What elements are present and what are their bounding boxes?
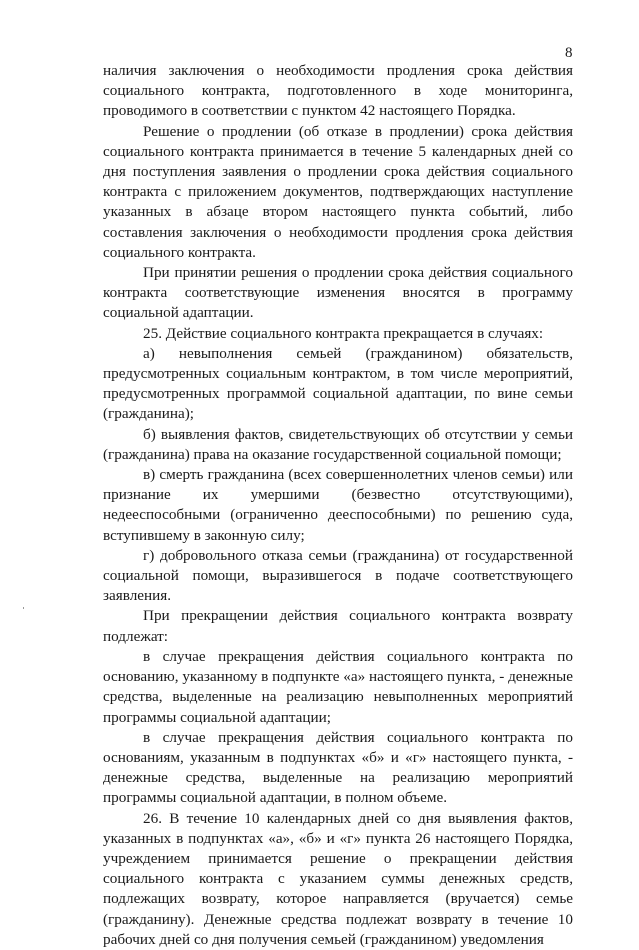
paragraph-item-26: 26. В течение 10 календарных дней со дня выявления фактов, указанных в подпунктах «а», «б» и «г» пункта 26 настоящего Порядка, учреждением принимается решение о прекращении действия социального контракта с указанием суммы денежных средств, подлежащих возврату, которое направляется (вручается) семье (гражданину). Денежные средства подлежат возврату в течение 10 рабочих дней со дня получения семьей (гражданином) уведомления [103, 809, 573, 948]
paragraph-continuation: наличия заключения о необходимости продления срока действия социального контракта, подготовленного в ходе мониторинга, проводимого в соответствии с пунктом 42 настоящего Порядка. [103, 62, 573, 120]
scan-artifact [23, 607, 24, 609]
paragraph-refund-case-a: в случае прекращения действия социального контракта по основанию, указанному в подпункте «а» настоящего пункта, - денежные средства, выделенные на реализацию невыполненных мероприятий программы социальной адаптации; [103, 647, 573, 726]
paragraph-refund-case-b-g: в случае прекращения действия социального контракта по основаниям, указанным в подпунктах «б» и «г» настоящего пункта, - денежные средства, выделенные на реализацию мероприятий программы социальной адаптации, в полном объеме. [103, 728, 573, 807]
subitem-a: а) невыполнения семьей (гражданином) обязательств, предусмотренных социальным контрактом, в том числе мероприятий, предусмотренных программой социальной адаптации, по вине семьи (гражданина); [103, 344, 573, 423]
subitem-b: б) выявления фактов, свидетельствующих об отсутствии у семьи (гражданина) права на оказание государственной социальной помощи; [103, 425, 573, 463]
page-number: 8 [565, 45, 573, 61]
paragraph-refund-intro: При прекращении действия социального контракта возврату подлежат: [103, 607, 573, 645]
paragraph-program-changes: При принятии решения о продлении срока действия социального контракта соответствующие изменения вносятся в программу социальной адаптации. [103, 264, 573, 322]
subitem-v: в) смерть гражданина (всех совершеннолетних членов семьи) или признание их умершими (безвестно отсутствующими), недееспособными (ограниченно дееспособными) по решению суда, вступившему в законную силу; [103, 466, 573, 544]
paragraph-item-25: 25. Действие социального контракта прекращается в случаях: [143, 324, 544, 342]
subitem-g: г) добровольного отказа семьи (гражданина) от государственной социальной помощи, выразившегося в подаче соответствующего заявления. [103, 546, 573, 605]
document-body [103, 61, 573, 950]
paragraph-extension-decision: Решение о продлении (об отказе в продлении) срока действия социального контракта принимается в течение 5 календарных дней со дня поступления заявления о продлении срока действия социального контракта с приложением документов, подтверждающих наступление указанных в абзаце втором настоящего пункта событий, либо составления заключения о необходимости продления срока действия социального контракта. [103, 122, 573, 261]
